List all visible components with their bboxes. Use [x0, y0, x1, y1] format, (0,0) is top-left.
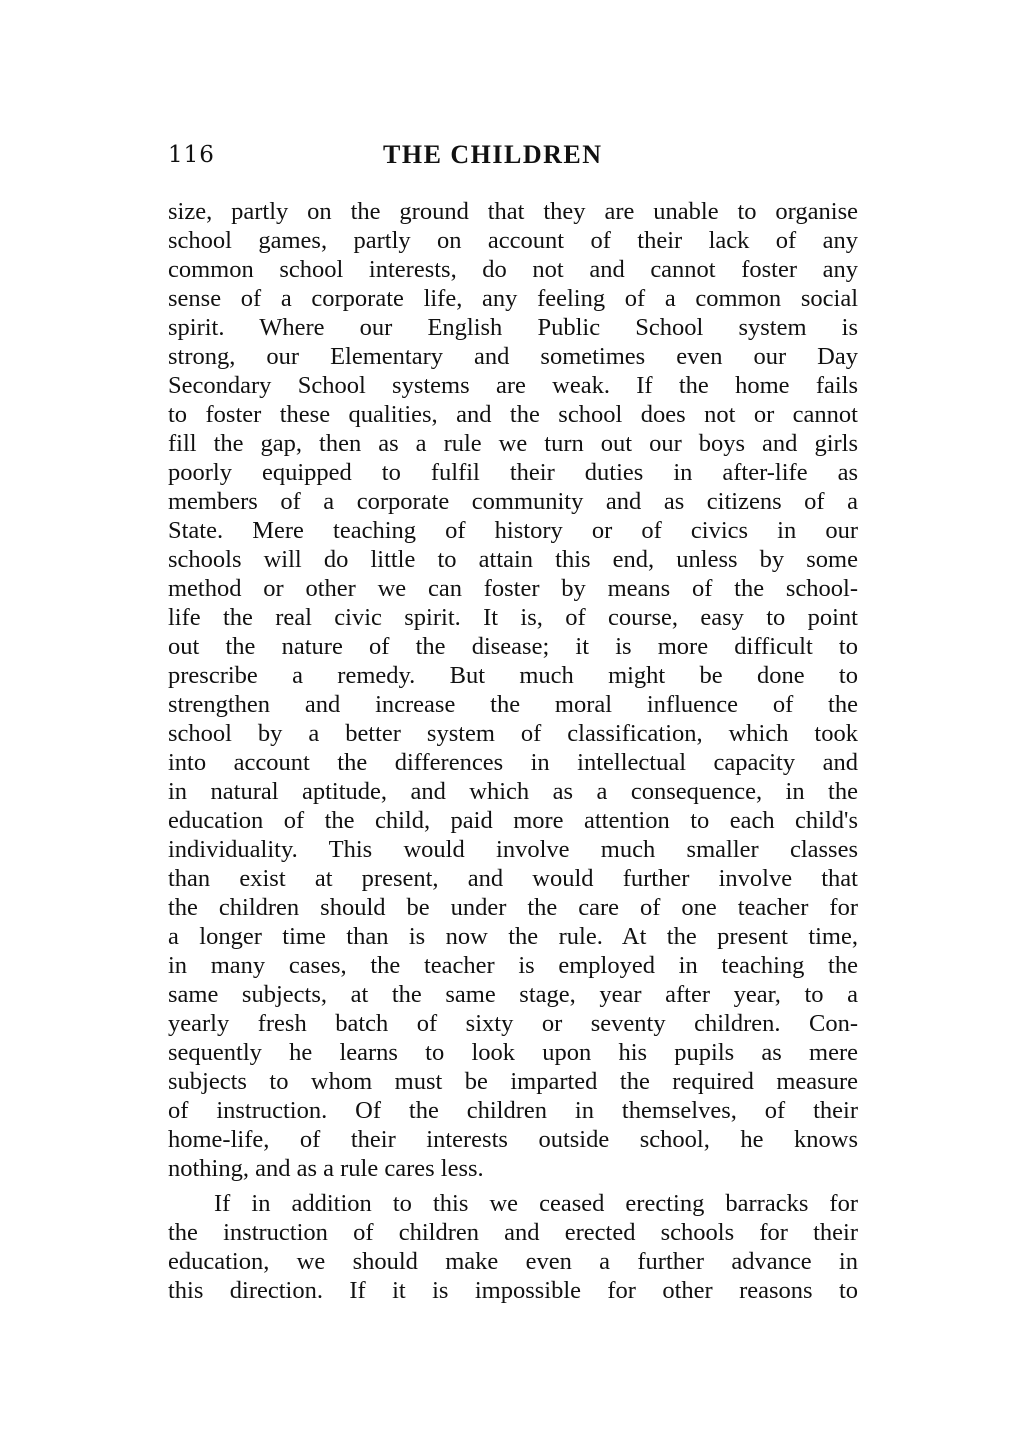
paragraph: [168, 1189, 858, 1305]
text-line: individuality. This would involve much smaller classes: [168, 836, 858, 863]
running-title: THE CHILDREN: [383, 140, 603, 169]
paragraph: [168, 197, 858, 1183]
text-line: strong, our Elementary and sometimes even our Day: [168, 343, 858, 370]
text-line: members of a corporate community and as citizens of a: [168, 488, 858, 515]
text-line: education, we should make even a further advance in: [168, 1248, 858, 1275]
text-line: the instruction of children and erected schools for their: [168, 1219, 858, 1246]
text-line: State. Mere teaching of history or of civics in our: [168, 517, 858, 544]
text-line: prescribe a remedy. But much might be done to: [168, 662, 858, 689]
text-line: than exist at present, and would further involve that: [168, 865, 858, 892]
text-line: of instruction. Of the children in themselves, of their: [168, 1097, 858, 1124]
text-line: in natural aptitude, and which as a consequence, in the: [168, 778, 858, 805]
text-line: a longer time than is now the rule. At the present time,: [168, 923, 858, 950]
text-line: method or other we can foster by means of the school-: [168, 575, 858, 602]
text-line: school games, partly on account of their lack of any: [168, 227, 858, 254]
text-line: common school interests, do not and cannot foster any: [168, 256, 858, 283]
running-head: [168, 140, 858, 176]
text-line: sequently he learns to look upon his pupils as mere: [168, 1039, 858, 1066]
page-number: 116: [168, 142, 215, 168]
text-line: school by a better system of classification, which took: [168, 720, 858, 747]
text-line: spirit. Where our English Public School system is: [168, 314, 858, 341]
text-line: yearly fresh batch of sixty or seventy children. Con-: [168, 1010, 858, 1037]
text-line: schools will do little to attain this end, unless by some: [168, 546, 858, 573]
text-line: strengthen and increase the moral influence of the: [168, 691, 858, 718]
text-line: subjects to whom must be imparted the required measure: [168, 1068, 858, 1095]
text-line: nothing, and as a rule cares less.: [168, 1155, 484, 1182]
text-line: Secondary School systems are weak. If the home fails: [168, 372, 858, 399]
text-line: size, partly on the ground that they are unable to organise: [168, 198, 858, 225]
text-line: in many cases, the teacher is employed in teaching the: [168, 952, 858, 979]
text-line: education of the child, paid more attention to each child's: [168, 807, 858, 834]
text-line: out the nature of the disease; it is more difficult to: [168, 633, 858, 660]
body-text: [168, 197, 858, 1305]
text-line: home-life, of their interests outside school, he knows: [168, 1126, 858, 1153]
text-line: sense of a corporate life, any feeling of a common social: [168, 285, 858, 312]
text-line: poorly equipped to fulfil their duties in after-life as: [168, 459, 858, 486]
text-line: the children should be under the care of one teacher for: [168, 894, 858, 921]
text-line: same subjects, at the same stage, year after year, to a: [168, 981, 858, 1008]
text-line: fill the gap, then as a rule we turn out our boys and girls: [168, 430, 858, 457]
text-line: into account the differences in intellectual capacity and: [168, 749, 858, 776]
text-line: life the real civic spirit. It is, of course, easy to point: [168, 604, 858, 631]
text-line: If in addition to this we ceased erecting barracks for: [214, 1190, 858, 1217]
text-line: this direction. If it is impossible for other reasons to: [168, 1277, 858, 1304]
text-line: to foster these qualities, and the school does not or cannot: [168, 401, 858, 428]
